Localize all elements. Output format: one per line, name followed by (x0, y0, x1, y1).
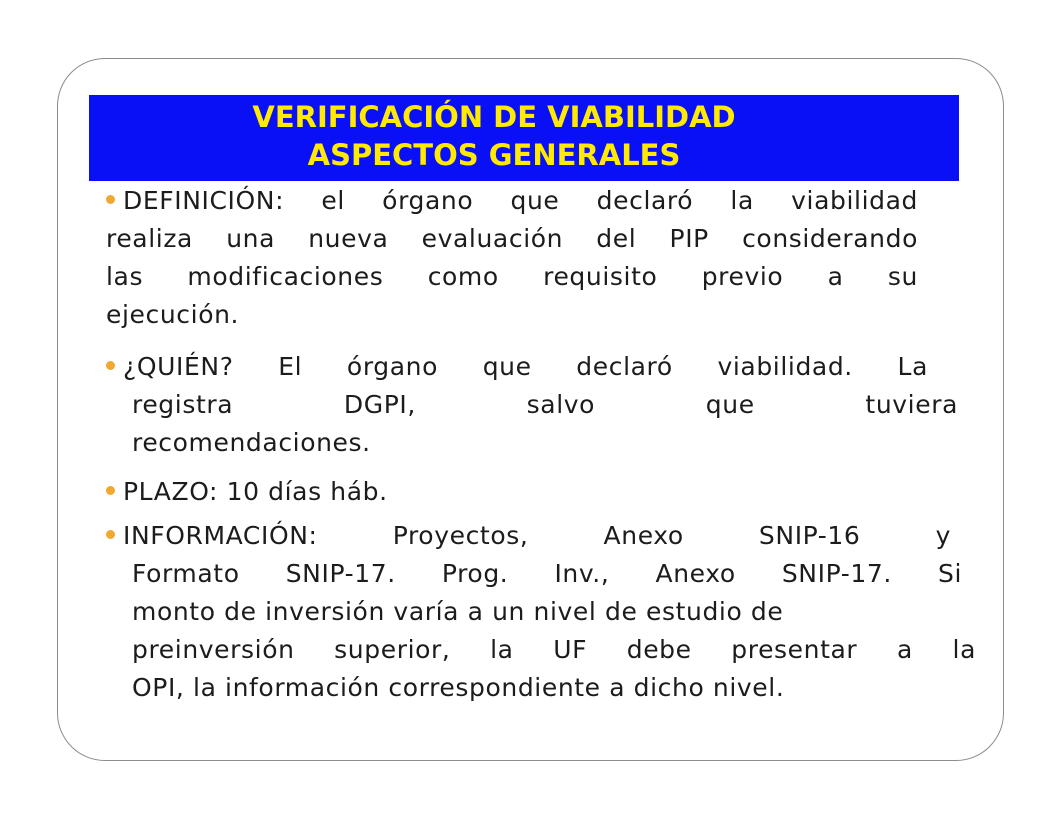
bullet-plazo (106, 473, 958, 511)
bullet-dot-icon (106, 195, 115, 204)
bullet-line: registra DGPI, salvo que tuviera (132, 390, 958, 419)
slide-title-bar (89, 95, 959, 181)
bullet-text: PLAZO: 10 días háb. (123, 477, 388, 506)
bullet-line (106, 182, 918, 220)
bullet-line: preinversión superior, la UF debe presentar a la (132, 635, 976, 664)
slide-title-line-2: ASPECTOS GENERALES (307, 138, 681, 172)
bullet-quien (106, 348, 958, 462)
bullet-informacion (106, 517, 976, 707)
bullet-dot-icon (106, 486, 115, 495)
slide-title-line-1: VERIFICACIÓN DE VIABILIDAD (252, 100, 736, 134)
bullet-line: OPI, la información correspondiente a dicho nivel. (132, 673, 785, 702)
bullet-text: DEFINICIÓN: el órgano que declaró la viabilidad (123, 186, 918, 215)
bullet-line: realiza una nueva evaluación del PIP considerando (106, 224, 918, 253)
bullet-line (106, 348, 958, 386)
bullet-line: recomendaciones. (132, 428, 371, 457)
bullet-line: Formato SNIP-17. Prog. Inv., Anexo SNIP-17. Si (132, 559, 962, 588)
bullet-definicion (106, 182, 918, 334)
bullet-text: ¿QUIÉN? El órgano que declaró viabilidad. La (123, 352, 928, 381)
bullet-line (106, 517, 976, 555)
bullet-line (106, 473, 958, 511)
bullet-text: INFORMACIÓN: Proyectos, Anexo SNIP-16 y (123, 521, 951, 550)
bullet-dot-icon (106, 361, 115, 370)
bullet-line: las modificaciones como requisito previo a su (106, 262, 918, 291)
bullet-line: ejecución. (106, 300, 240, 329)
bullet-dot-icon (106, 530, 115, 539)
bullet-line: monto de inversión varía a un nivel de estudio de (132, 597, 784, 626)
